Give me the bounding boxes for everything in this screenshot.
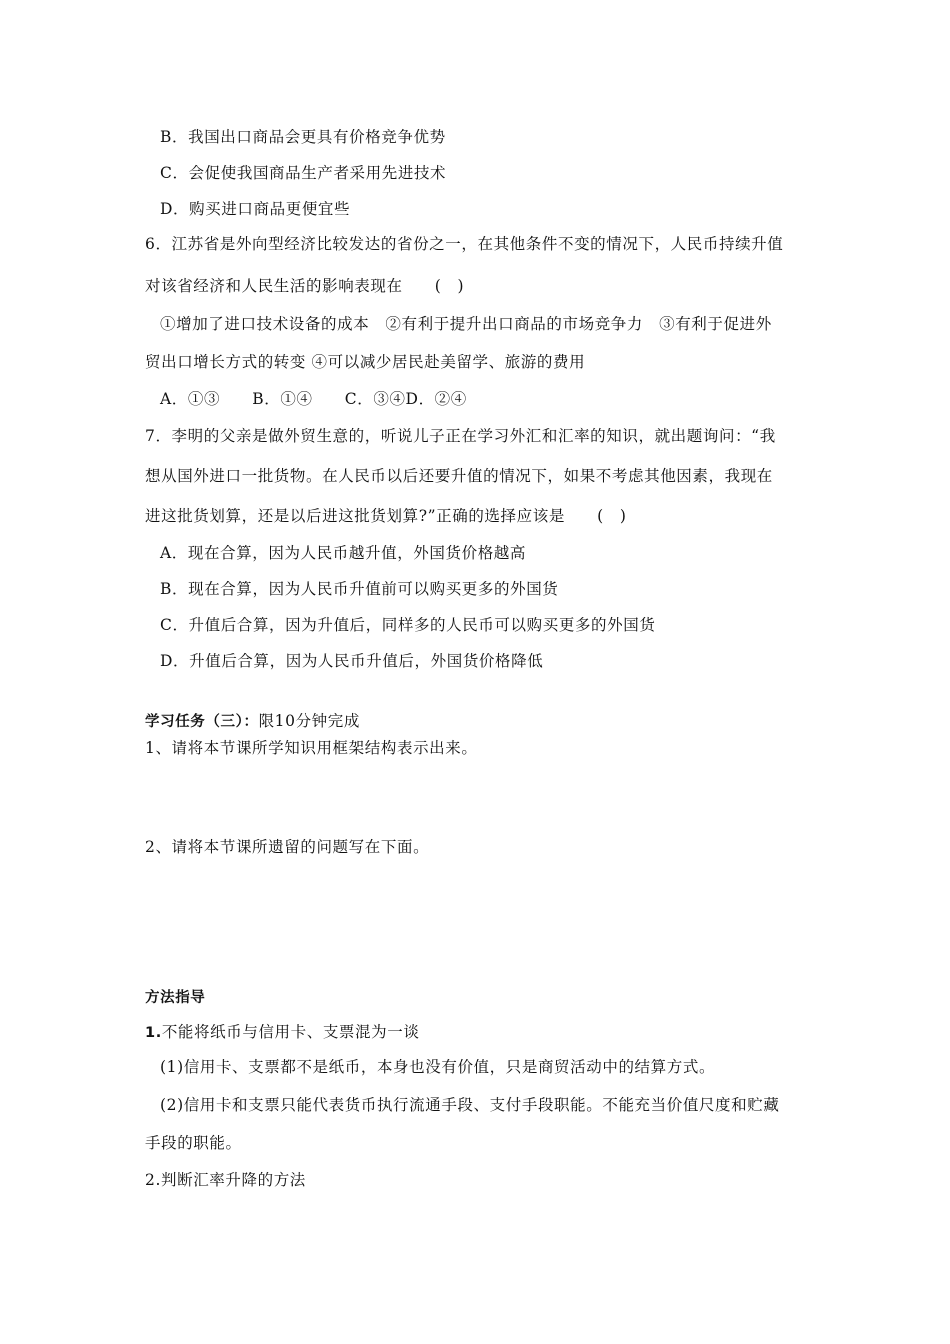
method-point-2: 2.判断汇率升降的方法 (145, 1171, 306, 1189)
q5-option-d: D．购买进口商品更便宜些 (160, 200, 351, 218)
task3-heading-rest: 限10分钟完成 (258, 712, 360, 730)
q6-items-line2: 贸出口增长方式的转变 ④可以减少居民赴美留学、旅游的费用 (145, 353, 586, 371)
method-point-1-sub1: (1)信用卡、支票都不是纸币，本身也没有价值，只是商贸活动中的结算方式。 (160, 1058, 716, 1076)
q5-option-c: C．会促使我国商品生产者采用先进技术 (160, 164, 447, 182)
method-point-1-sub2-line2: 手段的职能。 (145, 1134, 242, 1152)
q6-options: A．①③ B．①④ C．③④D．②④ (160, 390, 467, 408)
q7-stem-line3: 进这批货划算，还是以后进这批货划算?”正确的选择应该是 ( ) (145, 507, 627, 525)
task3-item-2: 2、请将本节课所遗留的问题写在下面。 (145, 838, 430, 856)
q7-option-c: C．升值后合算，因为升值后，同样多的人民币可以购买更多的外国货 (160, 616, 656, 634)
q7-option-b: B．现在合算，因为人民币升值前可以购买更多的外国货 (160, 580, 559, 598)
task3-heading-bold: 学习任务（三）： (145, 714, 259, 730)
task3-heading (145, 711, 360, 732)
q7-option-d: D．升值后合算，因为人民币升值后，外国货价格降低 (160, 652, 544, 670)
method-point-1 (145, 1022, 419, 1043)
method-point-1-sub2-line1: (2)信用卡和支票只能代表货币执行流通手段、支付手段职能。不能充当价值尺度和贮藏 (160, 1096, 780, 1114)
q6-stem-line1: 6．江苏省是外向型经济比较发达的省份之一，在其他条件不变的情况下，人民币持续升值 (145, 235, 784, 253)
q7-option-a: A．现在合算，因为人民币越升值，外国货价格越高 (160, 544, 526, 562)
task3-item-1: 1、请将本节课所学知识用框架结构表示出来。 (145, 739, 478, 757)
method-heading: 方法指导 (145, 990, 206, 1006)
q6-stem-line2: 对该省经济和人民生活的影响表现在 ( ) (145, 277, 465, 295)
q7-stem-line2: 想从国外进口一批货物。在人民币以后还要升值的情况下，如果不考虑其他因素，我现在 (145, 467, 773, 485)
q7-stem-line1: 7．李明的父亲是做外贸生意的，听说儿子正在学习外汇和汇率的知识，就出题询问：“我 (145, 427, 776, 445)
q5-option-b: B．我国出口商品会更具有价格竞争优势 (160, 128, 446, 146)
method-point-1-number: 1. (145, 1025, 162, 1041)
method-point-1-text: 不能将纸币与信用卡、支票混为一谈 (161, 1023, 420, 1041)
q6-items-line1: ①增加了进口技术设备的成本 ②有利于提升出口商品的市场竞争力 ③有利于促进外 (160, 315, 772, 333)
